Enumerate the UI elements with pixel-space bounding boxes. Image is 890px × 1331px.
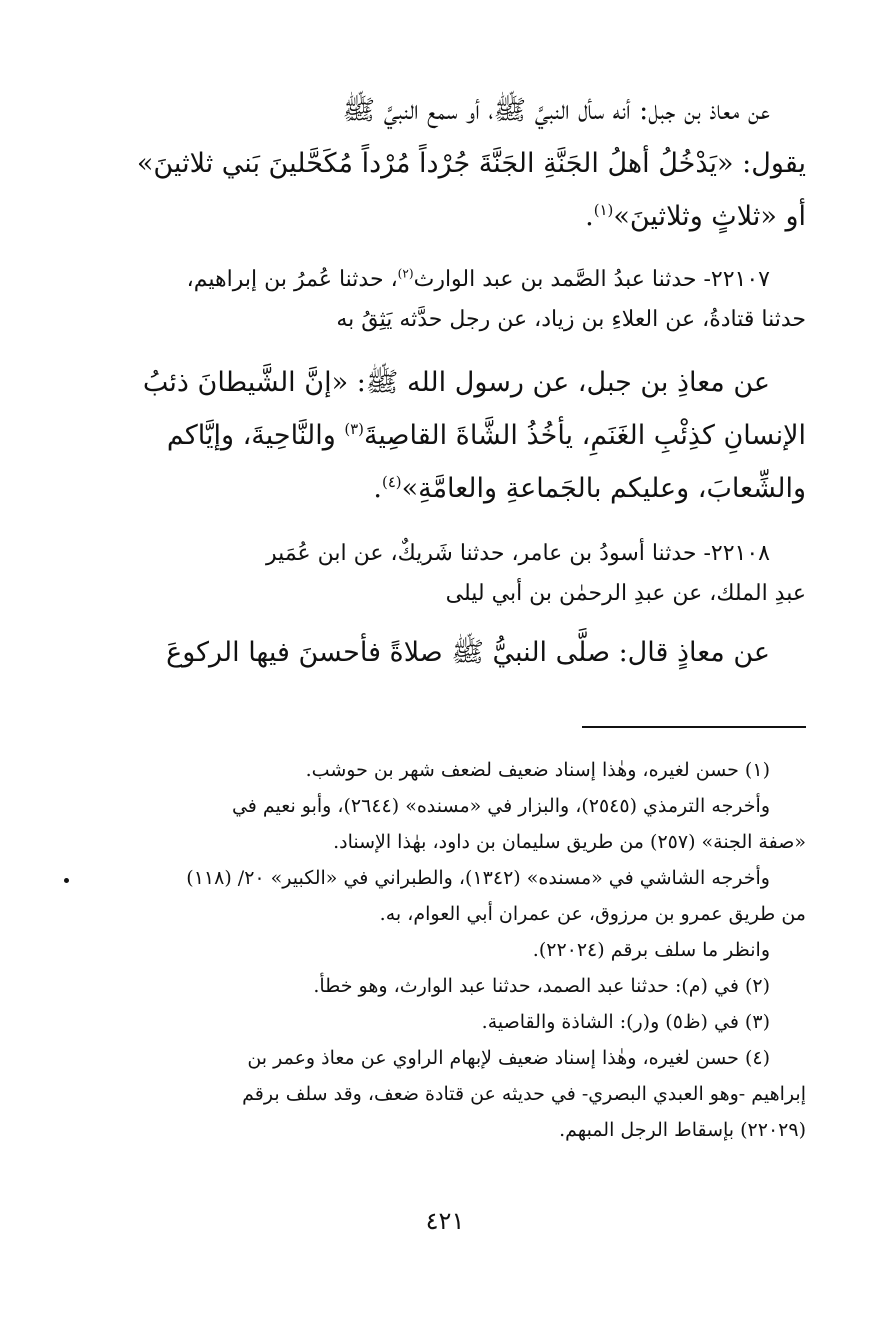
- margin-speck: [64, 878, 69, 883]
- text-line: [108, 260, 806, 300]
- text-segment: الإنسانِ كذِئْبِ الغَنَمِ، يأخُذُ الشَّاةَ القاصِيةَ: [363, 420, 806, 451]
- text-segment: أو «ثلاثٍ وثلاثينَ»: [613, 201, 806, 232]
- text-line: عن معاذ بن جبل: أنه سأل النبيَّ ﷺ، أو سمع النبيَّ ﷺ: [342, 95, 770, 126]
- isnad-22108: [108, 534, 806, 614]
- footnote-separator: [582, 726, 806, 728]
- text-line: [108, 462, 806, 515]
- text-segment: والنَّاحِيةَ، وإيَّاكم: [166, 420, 345, 451]
- text-line: [108, 409, 806, 462]
- footnote-marker: (٣): [344, 420, 364, 438]
- footnotes: [108, 752, 806, 1148]
- matn-paragraph-2: [108, 356, 806, 515]
- text-segment: والشِّعابَ، وعليكم بالجَماعةِ والعامَّةِ»: [401, 473, 806, 504]
- footnote-1-line: وأخرجه الشاشي في «مسنده» (١٣٤٢)، والطبراني في «الكبير» ٢٠/ (١١٨): [186, 867, 770, 889]
- footnote-1-line: وأخرجه الترمذي (٢٥٤٥)، والبزار في «مسنده» (٢٦٤٤)، وأبو نعيم في: [231, 795, 770, 817]
- text-line: عن معاذِ بن جبل، عن رسول الله ﷺ: «إنَّ الشَّيطانَ ذئبُ: [142, 367, 770, 398]
- isnad-22107: [108, 260, 806, 340]
- text-line: عبدِ الملك، عن عبدِ الرحمٰن بن أبي ليلى: [445, 581, 806, 606]
- text-line: يقول: «يَدْخُلُ أهلُ الجَنَّةِ الجَنَّةَ جُرْداً مُرْداً مُكَحَّلينَ بَني ثلاثينَ»: [136, 148, 806, 179]
- footnote-marker: (٢): [397, 266, 414, 281]
- punctuation: .: [373, 473, 383, 504]
- footnote-1-line: (١) حسن لغيره، وهٰذا إسناد ضعيف لضعف شهر بن حوشب.: [305, 759, 770, 781]
- text-line: [108, 190, 806, 243]
- footnote-marker: (٤): [382, 473, 402, 491]
- text-line: عن معاذٍ قال: صلَّى النبيُّ ﷺ صلاةً فأحسنَ فيها الركوعَ: [166, 637, 770, 668]
- footnote-3: (٣) في (ظ٥) و(ر): الشاذة والقاصية.: [481, 1011, 770, 1033]
- footnote-1-line: «صفة الجنة» (٢٥٧) من طريق سليمان بن داود، بهٰذا الإسناد.: [333, 831, 806, 853]
- footnote-4-line: (٤) حسن لغيره، وهٰذا إسناد ضعيف لإبهام الراوي عن معاذ وعمر بن: [247, 1047, 770, 1069]
- footnote-4-line: (٢٢٠٢٩) بإسقاط الرجل المبهم.: [559, 1119, 806, 1141]
- footnote-4-line: إبراهيم -وهو العبدي البصري- في حديثه عن قتادة ضعف، وقد سلف برقم: [242, 1083, 806, 1105]
- matn-paragraph-1: [108, 84, 806, 243]
- punctuation: .: [585, 201, 594, 232]
- text-line: حدثنا قتادةُ، عن العلاءِ بن زياد، عن رجل حدَّثه يَثِقُ به: [336, 307, 806, 332]
- footnote-marker: (١): [593, 201, 614, 219]
- footnote-1-line: وانظر ما سلف برقم (٢٢٠٢٤).: [532, 939, 770, 961]
- page-number: ٤٢١: [425, 1207, 465, 1235]
- matn-paragraph-3: [108, 626, 806, 679]
- text-line: ٢٢١٠٨- حدثنا أسودُ بن عامر، حدثنا شَريكٌ، عن ابن عُمَير: [266, 541, 770, 566]
- text-segment: ، حدثنا عُمرُ بن إبراهيم،: [186, 267, 398, 292]
- footnote-1-line: من طريق عمرو بن مرزوق، عن عمران أبي العوام، به.: [379, 903, 806, 925]
- text-segment: ٢٢١٠٧- حدثنا عبدُ الصَّمد بن عبد الوارث: [413, 267, 770, 292]
- footnote-2: (٢) في (م): حدثنا عبد الصمد، حدثنا عبد الوارث، وهو خطأ.: [313, 975, 770, 997]
